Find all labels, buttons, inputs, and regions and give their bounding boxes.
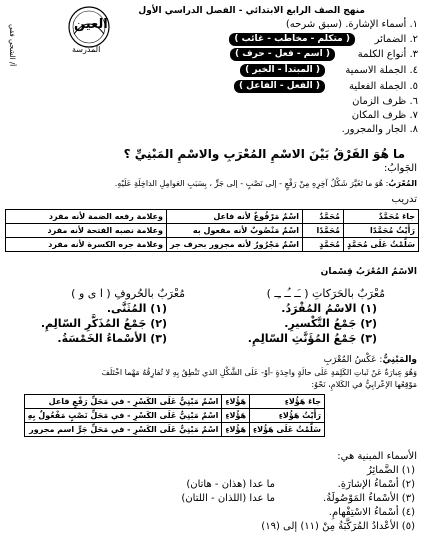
mu3rab-definition: المُعْرَبُ: هُوَ ما تَغَيَّرَ شَكْلُ آخِرِهِ مِنْ رَفْعٍ - إلى نَصْبٍ - إلى جَرٍّ ، بِسَبَبِ العَوامِلِ الداخِلَةِ عَلَيْهِ.	[114, 179, 417, 188]
training-label: تدريب	[391, 194, 417, 205]
list-item: (١) المُثَنَّى.	[106, 302, 167, 315]
list-item: (٣) الأسْماءُ المَوْصُولَةُ.	[323, 493, 415, 504]
harakat-heading: مُعْرَبٌ بالحَرَكاتِ ( ـَـ ـُـ ـِـ )	[266, 287, 385, 300]
mabni-list-heading: الأسماء المبنية هي:	[337, 451, 417, 462]
logo-text: العين	[74, 17, 108, 32]
list-item: ٨. الجار والمجرور.	[341, 124, 418, 135]
list-item: ٣. أنواع الكلمة	[357, 49, 418, 60]
question-heading: ما هُوَ الفَرْقُ بَيْنَ الاسْمِ المُعْرَبِ والاسْمِ المَبْنِيِّ ؟	[123, 147, 405, 161]
list-item: (٥) الأعْدادُ المُرَكَّبَةُ مِنْ (١١) إلى (١٩)	[261, 521, 415, 532]
mabni-heading: والمَبْنِيُّ: عَكْسُ المُعْرَبِ	[323, 355, 417, 365]
list-item: (٢) جَمْعُ التَّكْسيرِ.	[284, 317, 377, 330]
table-row: جاءَ مُحَمَّدٌ مُحَمَّدٌ اسْمٌ مَرْفُوعٌ لأنه فاعل وعلامة رفعه الضمة لأنه مفرد	[6, 210, 419, 224]
list-item: ٦. ظرف الزمان	[352, 96, 418, 107]
table-row: سَلَّمْتُ عَلَى هَؤُلاءِ هَؤُلاءِ اسْمٌ مَبْنِيٌّ عَلَى الكَسْرِ - في مَحَلِّ جَرٍّ اسم مجرور	[24, 423, 324, 437]
table-row: سَلَّمْتُ عَلَى مُحَمَّدٍ مُحَمَّدٍ اسْمٌ مَجْرُورٌ لأنه مجرور بحرف جر وعلامة جره الكسرة لأنه مفرد	[6, 238, 419, 252]
list-item: (١) الضَّمائِرُ	[367, 465, 415, 476]
list-item: (٤) أسْماءُ الاسْتِفْهامِ.	[328, 507, 415, 518]
list-item: ٢. الضمائر	[374, 34, 418, 45]
table-row: رَأَيْتُ مُحَمَّدًا مُحَمَّدًا اسْمٌ مَنْصُوبٌ لأنه مفعول به وعلامة نصبه الفتحة لأنه مفرد	[6, 224, 419, 238]
section-heading: الاسْمُ المُعْرَبُ قِسْمان	[320, 267, 417, 277]
list-item: ١. أسماء الإشارة. (سبق شرحه)	[285, 19, 418, 30]
answer-label: الجَوابُ:	[383, 163, 417, 174]
table-row: جاءَ هَؤُلاءِ هَؤُلاءِ اسْمٌ مَبْنِيٌّ عَلَى الكَسْرِ - في مَحَلِّ رَفْعٍ فاعل	[24, 395, 324, 409]
list-item: ٥. الجملة الفعلية	[348, 81, 418, 92]
list-item: (٣) جَمْعُ المُؤَنَّثِ السّالِمِ.	[247, 332, 377, 345]
page-title: منهج الصف الرابع الابتدائي - الفصل الدراسي الأول	[138, 6, 365, 16]
example-table-1	[5, 209, 419, 252]
list-note: ما عدا (هذان - هاتان)	[186, 479, 275, 490]
logo-subtext: المدرسة	[72, 45, 101, 54]
table-row: رَأَيْتُ هَؤُلاءِ هَؤُلاءِ اسْمٌ مَبْنِيٌّ عَلَى الكَسْرِ - في مَحَلِّ نَصْبٍ مَفْعُولٌ بِهِ	[24, 409, 324, 423]
status-badge: ( الفعل - الفاعل )	[234, 80, 325, 93]
list-item: (٢) أسْماءُ الإشارَةِ.	[337, 479, 415, 490]
mabni-definition-cont: مَوْقِعُها الإعْرابِيُّ في الكَلامِ، نَحْوُ:	[311, 380, 417, 389]
list-item: ٧. ظرف المكان	[351, 110, 418, 121]
status-badge: ( المبتدأ - الخبر )	[240, 64, 325, 77]
example-table-2	[24, 394, 325, 437]
school-logo	[60, 4, 118, 54]
list-item: (٣) الأسْماءُ الخَمْسَةُ.	[57, 332, 167, 345]
status-badge: ( متكلم - مخاطب - غائب )	[229, 33, 355, 46]
list-note: ما عدا (اللذان - اللتان)	[181, 493, 275, 504]
status-badge: ( اسم - فعل - حرف )	[230, 48, 335, 61]
huruf-heading: مُعْرَبٌ بالحُروفِ ( ا ى و )	[71, 287, 185, 300]
side-text: أ/ الشحي فقي	[8, 23, 16, 66]
list-item: (١) الاسْمُ المُفْرَدُ.	[281, 302, 377, 315]
list-item: (٢) جَمْعُ المُذَكَّرِ السّالِمِ.	[40, 317, 167, 330]
list-item: ٤. الجملة الاسمية	[345, 65, 418, 76]
mabni-definition: وَهُوَ عِبارَةٌ عَنْ ثَباتِ الكَلِمَةِ عَلَى حالَةٍ واحِدَةٍ -أوْ- عَلَى الشَّكْلِ الذي تَنْطِقُ بِهِ لا تُفارِقُهُ مَهْما اخْتَلَفَ	[101, 368, 417, 377]
